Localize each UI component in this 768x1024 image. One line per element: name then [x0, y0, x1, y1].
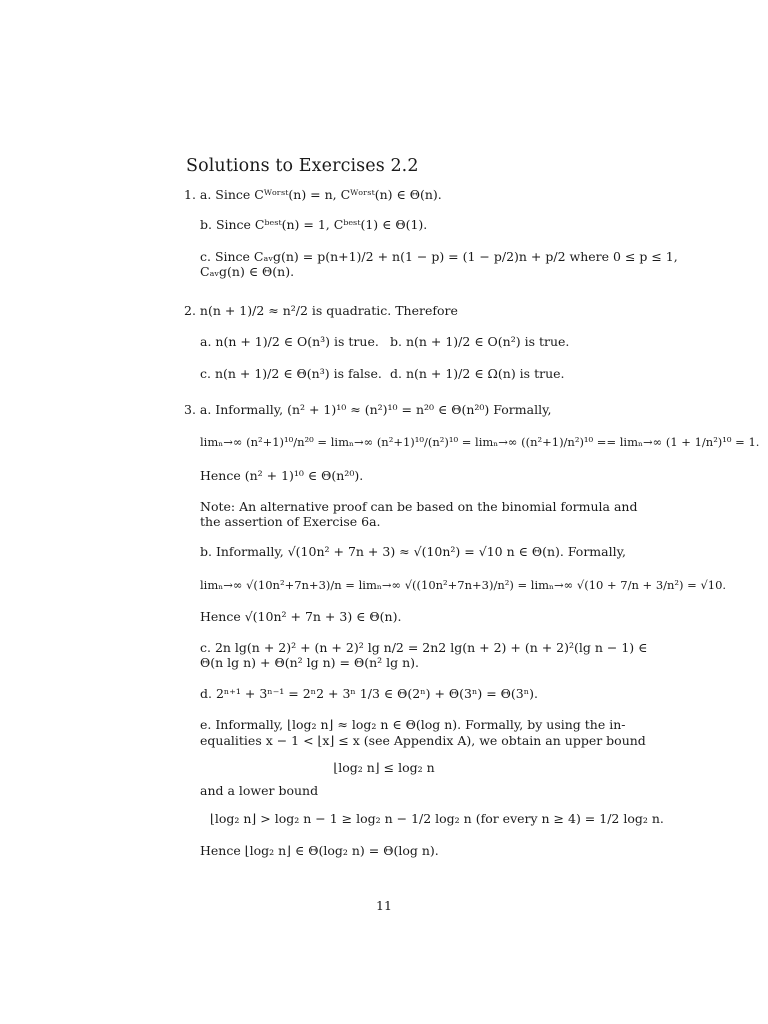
text-line: Hence √(10n² + 7n + 3) ∈ Θ(n). [200, 609, 402, 624]
text-line: d. 2ⁿ⁺¹ + 3ⁿ⁻¹ = 2ⁿ2 + 3ⁿ 1/3 ∈ Θ(2ⁿ) + Θ(3ⁿ) = Θ(3ⁿ). [200, 686, 539, 701]
text-line: e. Informally, ⌊log₂ n⌋ ≈ log₂ n ∈ Θ(log n). Formally, by using the in- [200, 717, 626, 732]
text-line: c. 2n lg(n + 2)² + (n + 2)² lg n/2 = 2n2 lg(n + 2) + (n + 2)²(lg n − 1) ∈ [200, 640, 648, 655]
formula-line: ⌊log₂ n⌋ ≤ log₂ n [333, 760, 435, 775]
text-line: 3. a. Informally, (n² + 1)¹⁰ ≈ (n²)¹⁰ = n²⁰ ∈ Θ(n²⁰) Formally, [184, 402, 552, 417]
page-title: Solutions to Exercises 2.2 [186, 156, 419, 176]
text-line: b. Since Cᵇᵉˢᵗ(n) = 1, Cᵇᵉˢᵗ(1) ∈ Θ(1). [200, 217, 428, 232]
text-line: 1. a. Since Cᵂᵒʳˢᵗ(n) = n, Cᵂᵒʳˢᵗ(n) ∈ Θ(n). [184, 187, 442, 202]
text-line: b. n(n + 1)/2 ∈ O(n²) is true. [390, 334, 570, 349]
text-line: Θ(n lg n) + Θ(n² lg n) = Θ(n² lg n). [200, 655, 419, 670]
text-line: the assertion of Exercise 6a. [200, 514, 381, 529]
formula-line: limₙ→∞ √(10n²+7n+3)/n = limₙ→∞ √((10n²+7n+3)/n²) = limₙ→∞ √(10 + 7/n + 3/n²) = √10. [200, 578, 727, 592]
formula-line: limₙ→∞ (n²+1)¹⁰/n²⁰ = limₙ→∞ (n²+1)¹⁰/(n²)¹⁰ = limₙ→∞ ((n²+1)/n²)¹⁰ == limₙ→∞ (1 + 1/n²)¹⁰ = 1. [200, 435, 760, 449]
text-line: Cₐᵥg(n) ∈ Θ(n). [200, 264, 295, 279]
text-line: b. Informally, √(10n² + 7n + 3) ≈ √(10n²) = √10 n ∈ Θ(n). Formally, [200, 544, 626, 559]
text-line: a. n(n + 1)/2 ∈ O(n³) is true. [200, 334, 379, 349]
page-number: 11 [376, 898, 392, 913]
text-line: c. n(n + 1)/2 ∈ Θ(n³) is false. [200, 366, 382, 381]
text-line: Hence ⌊log₂ n⌋ ∈ Θ(log₂ n) = Θ(log n). [200, 843, 439, 858]
text-line: Note: An alternative proof can be based on the binomial formula and [200, 499, 638, 514]
text-line: and a lower bound [200, 783, 319, 798]
formula-line: ⌊log₂ n⌋ > log₂ n − 1 ≥ log₂ n − 1/2 log₂ n (for every n ≥ 4) = 1/2 log₂ n. [210, 811, 664, 826]
text-line: 2. n(n + 1)/2 ≈ n²/2 is quadratic. Therefore [184, 303, 458, 318]
text-line: c. Since Cₐᵥg(n) = p(n+1)/2 + n(1 − p) = (1 − p/2)n + p/2 where 0 ≤ p ≤ 1, [200, 249, 678, 264]
text-line: Hence (n² + 1)¹⁰ ∈ Θ(n²⁰). [200, 468, 364, 483]
text-line: d. n(n + 1)/2 ∈ Ω(n) is true. [390, 366, 565, 381]
text-line: equalities x − 1 < ⌊x⌋ ≤ x (see Appendix A), we obtain an upper bound [200, 733, 646, 748]
